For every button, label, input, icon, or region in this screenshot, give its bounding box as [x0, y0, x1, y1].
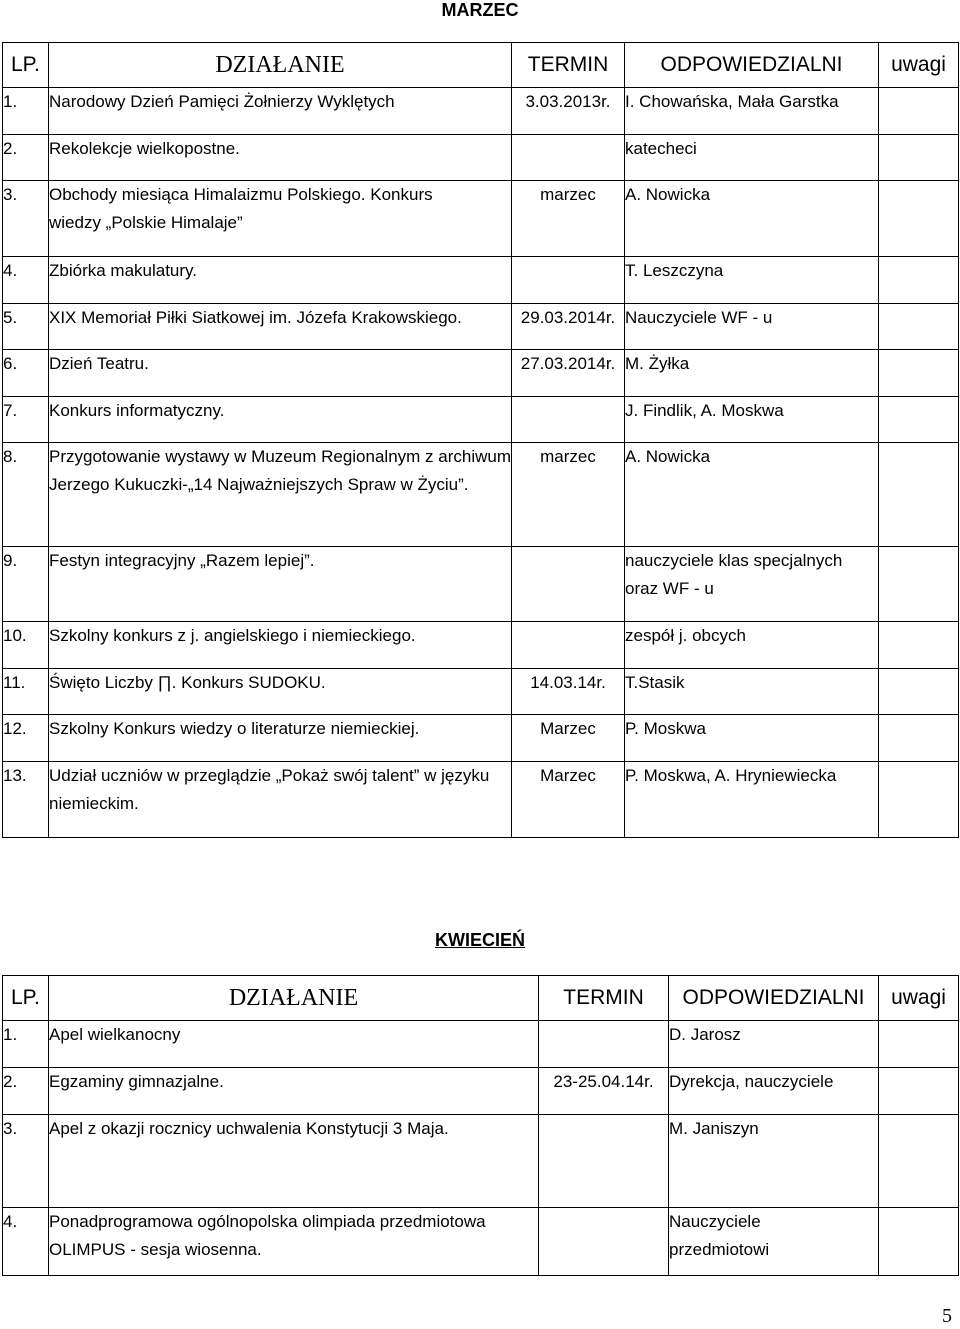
table-row — [3, 1208, 959, 1276]
table-row — [3, 547, 959, 622]
row-notes — [879, 715, 959, 762]
row-responsible: nauczyciele klas specjalnych oraz WF - u — [625, 547, 879, 622]
header-action-label: DZIAŁANIE — [215, 51, 345, 78]
row-number: 10. — [3, 622, 49, 669]
row-action: Dzień Teatru. — [49, 350, 512, 397]
header-term: TERMIN — [512, 43, 625, 88]
row-term: Marzec — [512, 762, 625, 838]
page-number: 5 — [942, 1305, 952, 1327]
march-title: MARZEC — [441, 0, 519, 20]
row-responsible: Nauczyciele WF - u — [625, 304, 879, 350]
table-row — [3, 443, 959, 547]
row-notes — [879, 1021, 959, 1068]
row-number: 2. — [3, 1068, 49, 1115]
row-term: marzec — [512, 443, 625, 547]
header-responsible: ODPOWIEDZIALNI — [625, 43, 879, 88]
row-action: Ponadprogramowa ogólnopolska olimpiada przedmiotowa OLIMPUS - sesja wiosenna. — [49, 1208, 539, 1276]
table-row — [3, 397, 959, 443]
table-row — [3, 88, 959, 135]
row-responsible: Nauczyciele przedmiotowi — [669, 1208, 879, 1276]
header-lp: LP. — [3, 976, 49, 1021]
row-number: 7. — [3, 397, 49, 443]
row-number: 13. — [3, 762, 49, 838]
header-action — [49, 43, 512, 88]
table-row — [3, 715, 959, 762]
row-term: marzec — [512, 181, 625, 257]
row-action: Szkolny Konkurs wiedzy o literaturze niemieckiej. — [49, 715, 512, 762]
row-term — [512, 547, 625, 622]
table-row — [3, 181, 959, 257]
april-title: KWIECIEŃ — [435, 930, 525, 950]
row-responsible: P. Moskwa — [625, 715, 879, 762]
row-number: 6. — [3, 350, 49, 397]
header-term: TERMIN — [539, 976, 669, 1021]
april-table — [2, 975, 959, 1276]
row-term: 23-25.04.14r. — [539, 1068, 669, 1115]
row-action: Udział uczniów w przeglądzie „Pokaż swój talent” w języku niemieckim. — [49, 762, 512, 838]
row-number: 12. — [3, 715, 49, 762]
row-notes — [879, 547, 959, 622]
table-row — [3, 669, 959, 715]
row-number: 9. — [3, 547, 49, 622]
row-action: Przygotowanie wystawy w Muzeum Regionalnym z archiwum Jerzego Kukuczki-„14 Najważniejszych Spraw w Życiu”. — [49, 443, 512, 547]
header-action-label: DZIAŁANIE — [228, 984, 359, 1011]
row-action: Zbiórka makulatury. — [49, 257, 512, 304]
row-term — [539, 1021, 669, 1068]
row-number: 11. — [3, 669, 49, 715]
row-action: XIX Memoriał Piłki Siatkowej im. Józefa Krakowskiego. — [49, 304, 512, 350]
header-lp: LP. — [3, 43, 49, 88]
row-number: 4. — [3, 257, 49, 304]
row-number: 8. — [3, 443, 49, 547]
row-term — [512, 135, 625, 181]
header-action — [49, 976, 539, 1021]
table-row — [3, 762, 959, 838]
row-number: 1. — [3, 88, 49, 135]
row-number: 1. — [3, 1021, 49, 1068]
row-action: Narodowy Dzień Pamięci Żołnierzy Wyklętych — [49, 88, 512, 135]
row-notes — [879, 181, 959, 257]
row-notes — [879, 304, 959, 350]
row-notes — [879, 443, 959, 547]
row-notes — [879, 88, 959, 135]
table-row — [3, 622, 959, 669]
march-header-row — [3, 43, 959, 88]
row-number: 4. — [3, 1208, 49, 1276]
row-responsible: A. Nowicka — [625, 181, 879, 257]
row-action: Konkurs informatyczny. — [49, 397, 512, 443]
table-row — [3, 135, 959, 181]
row-notes — [879, 762, 959, 838]
row-action: Apel z okazji rocznicy uchwalenia Konstytucji 3 Maja. — [49, 1115, 539, 1208]
row-number: 3. — [3, 1115, 49, 1208]
april-header-row — [3, 976, 959, 1021]
table-row — [3, 350, 959, 397]
row-term: 14.03.14r. — [512, 669, 625, 715]
row-responsible: T. Leszczyna — [625, 257, 879, 304]
row-responsible: I. Chowańska, Mała Garstka — [625, 88, 879, 135]
row-term: 29.03.2014r. — [512, 304, 625, 350]
row-number: 2. — [3, 135, 49, 181]
header-responsible: ODPOWIEDZIALNI — [669, 976, 879, 1021]
row-action: Obchody miesiąca Himalaizmu Polskiego. Konkurs wiedzy „Polskie Himalaje” — [49, 181, 512, 257]
row-responsible: P. Moskwa, A. Hryniewiecka — [625, 762, 879, 838]
row-responsible: J. Findlik, A. Moskwa — [625, 397, 879, 443]
row-responsible: katecheci — [625, 135, 879, 181]
row-responsible: T.Stasik — [625, 669, 879, 715]
header-notes: uwagi — [879, 976, 959, 1021]
row-responsible: M. Żyłka — [625, 350, 879, 397]
row-term — [512, 397, 625, 443]
row-notes — [879, 135, 959, 181]
table-row — [3, 1068, 959, 1115]
row-notes — [879, 622, 959, 669]
header-notes: uwagi — [879, 43, 959, 88]
row-responsible: D. Jarosz — [669, 1021, 879, 1068]
row-action: Apel wielkanocny — [49, 1021, 539, 1068]
row-notes — [879, 1115, 959, 1208]
table-row — [3, 1115, 959, 1208]
table-row — [3, 1021, 959, 1068]
row-term — [512, 622, 625, 669]
row-responsible: A. Nowicka — [625, 443, 879, 547]
row-term — [539, 1115, 669, 1208]
row-action: Rekolekcje wielkopostne. — [49, 135, 512, 181]
table-row — [3, 257, 959, 304]
row-notes — [879, 350, 959, 397]
row-notes — [879, 1208, 959, 1276]
row-responsible: M. Janiszyn — [669, 1115, 879, 1208]
row-action: Festyn integracyjny „Razem lepiej”. — [49, 547, 512, 622]
row-notes — [879, 669, 959, 715]
row-notes — [879, 397, 959, 443]
row-action: Święto Liczby ∏. Konkurs SUDOKU. — [49, 669, 512, 715]
row-notes — [879, 1068, 959, 1115]
row-responsible: Dyrekcja, nauczyciele — [669, 1068, 879, 1115]
row-number: 5. — [3, 304, 49, 350]
row-term: 27.03.2014r. — [512, 350, 625, 397]
table-row — [3, 304, 959, 350]
row-term — [512, 257, 625, 304]
row-notes — [879, 257, 959, 304]
row-term: 3.03.2013r. — [512, 88, 625, 135]
row-term — [539, 1208, 669, 1276]
row-number: 3. — [3, 181, 49, 257]
row-action: Szkolny konkurs z j. angielskiego i niemieckiego. — [49, 622, 512, 669]
row-term: Marzec — [512, 715, 625, 762]
march-table — [2, 42, 959, 838]
row-responsible: zespół j. obcych — [625, 622, 879, 669]
row-action: Egzaminy gimnazjalne. — [49, 1068, 539, 1115]
